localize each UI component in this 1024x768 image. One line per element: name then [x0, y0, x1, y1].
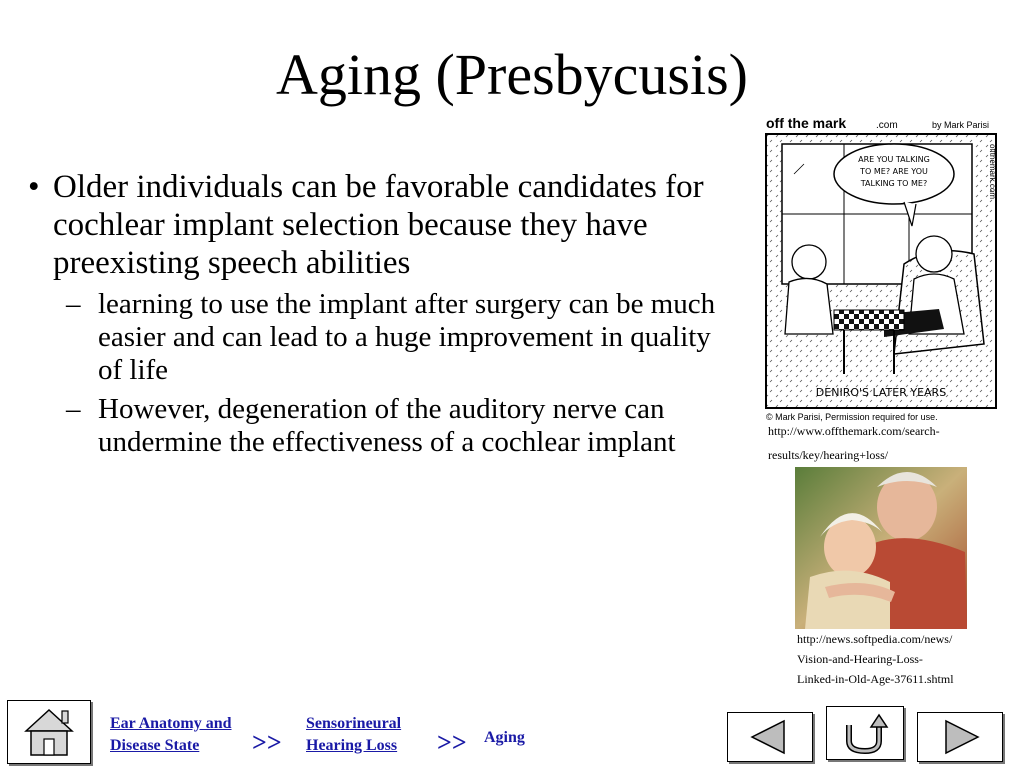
- home-button[interactable]: [7, 700, 91, 764]
- sub-bullet-mark: –: [66, 288, 81, 320]
- breadcrumb-current: Aging: [484, 729, 525, 746]
- sub-bullet-item: [28, 393, 728, 459]
- photo-source-line: http://news.softpedia.com/news/: [797, 632, 953, 646]
- cartoon-source-line: results/key/hearing+loss/: [768, 448, 889, 462]
- speech-line: TALKING TO ME?: [860, 179, 928, 188]
- sub-bullet-mark: –: [66, 393, 81, 425]
- elderly-couple-photo: [795, 467, 967, 629]
- slide-title: Aging (Presbycusis): [275, 42, 748, 107]
- bullet-text: Older individuals can be favorable candidates for cochlear implant selection because they have preexisting speech abilities: [53, 169, 704, 281]
- forward-icon: [918, 713, 1002, 761]
- cartoon-side-text: offthemark.com: [988, 144, 997, 199]
- cartoon-brand: off the mark: [766, 115, 847, 131]
- slide-body: [28, 168, 728, 459]
- return-icon: [827, 707, 903, 759]
- sub-bullet-text: learning to use the implant after surgery can be much easier and can lead to a huge improvement in quality of life: [98, 288, 716, 386]
- photo-source-line: Linked-in-Old-Age-37611.shtml: [797, 672, 954, 686]
- bullet-mark: •: [28, 169, 40, 205]
- cartoon-author: by Mark Parisi: [932, 120, 990, 130]
- cartoon-copyright: © Mark Parisi, Permission required for use.: [766, 412, 938, 422]
- back-icon: [728, 713, 812, 761]
- forward-button[interactable]: [917, 712, 1003, 762]
- sub-bullet-item: [28, 288, 728, 387]
- breadcrumb-line: Sensorineural: [306, 715, 402, 732]
- sub-bullet-text: However, degeneration of the auditory nerve can undermine the effectiveness of a cochlear implant: [98, 393, 676, 458]
- breadcrumb-separator: >>: [252, 728, 282, 757]
- breadcrumb-line: Ear Anatomy and: [110, 715, 232, 732]
- speech-line: TO ME? ARE YOU: [860, 167, 928, 176]
- breadcrumb-separator: >>: [437, 728, 467, 757]
- home-icon: [8, 701, 90, 763]
- breadcrumb-ear-anatomy[interactable]: [110, 713, 232, 757]
- bullet-item: [28, 168, 728, 282]
- return-button[interactable]: [826, 706, 904, 760]
- breadcrumb-line: Hearing Loss: [306, 737, 398, 754]
- cartoon-source-line: http://www.offthemark.com/search-: [768, 424, 940, 438]
- breadcrumb-line: Disease State: [110, 737, 200, 754]
- cartoon-image: [764, 114, 1000, 426]
- speech-line: ARE YOU TALKING: [858, 155, 930, 164]
- back-button[interactable]: [727, 712, 813, 762]
- cartoon-brand-suffix: .com: [876, 120, 898, 131]
- cartoon-caption: DENIRO'S LATER YEARS: [815, 386, 947, 399]
- photo-source-line: Vision-and-Hearing-Loss-: [797, 652, 923, 666]
- breadcrumb-sensorineural[interactable]: [306, 713, 401, 757]
